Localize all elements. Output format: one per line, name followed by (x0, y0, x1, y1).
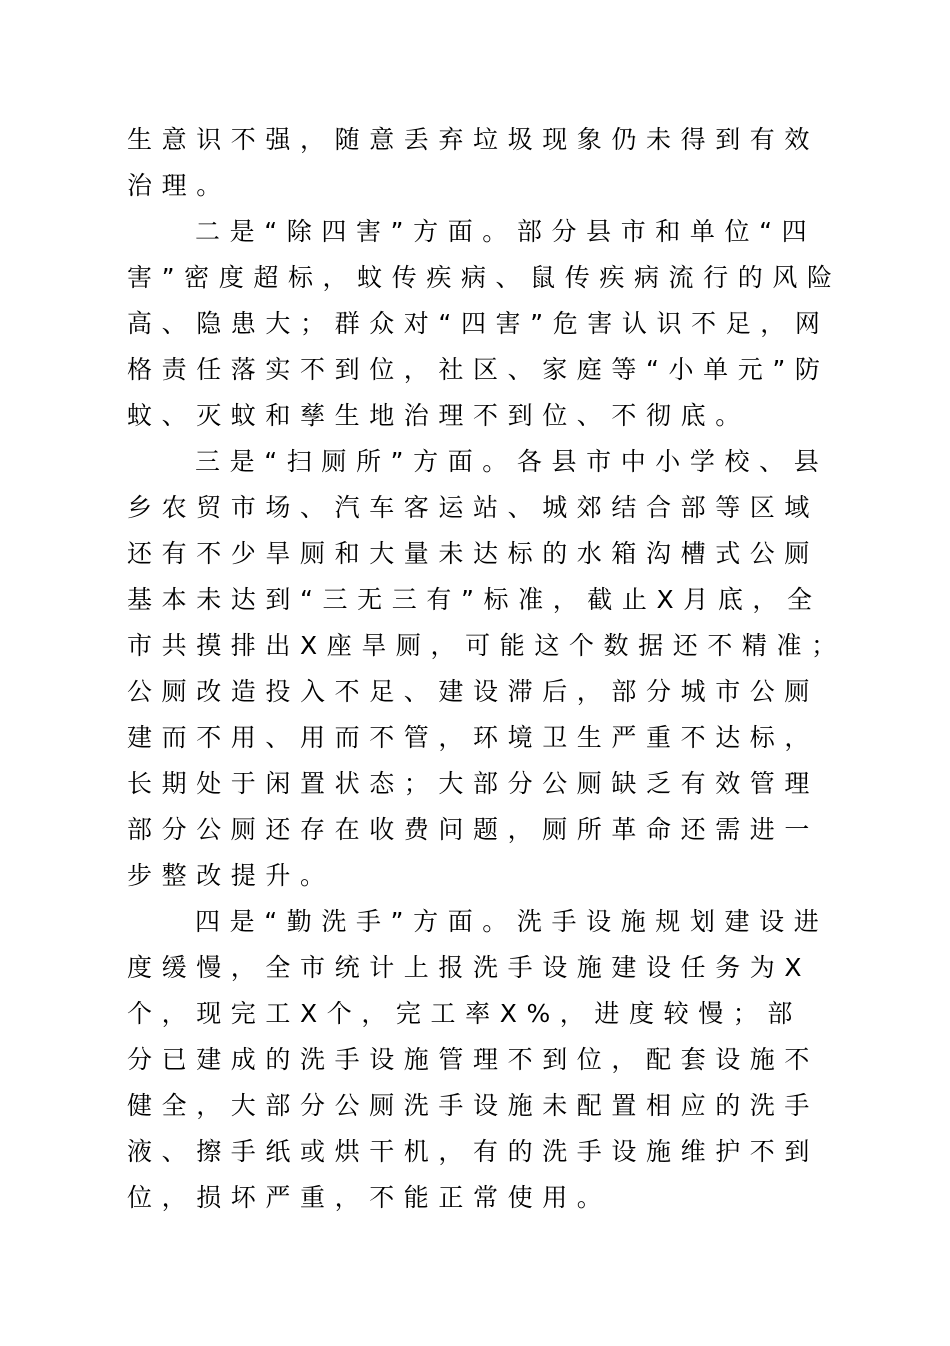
text-line: 位，损坏严重，不能正常使用。 (127, 1183, 612, 1212)
paragraph-start-line: 四是“勤洗手”方面。洗手设施规划建设进 (195, 907, 829, 936)
text-line: 个，现完工X个，完工率X%，进度较慢；部 (127, 999, 803, 1028)
text-line: 市共摸排出X座旱厕，可能这个数据还不精准； (127, 631, 846, 660)
text-line: 度缓慢，全市统计上报洗手设施建设任务为X (127, 953, 812, 982)
text-line: 长期处于闲置状态；大部分公厕缺乏有效管理 (127, 769, 820, 798)
paragraph-start-line: 三是“扫厕所”方面。各县市中小学校、县 (195, 447, 829, 476)
text-line: 蚊、灭蚊和孳生地治理不到位、不彻底。 (127, 401, 750, 430)
paragraph-start-line: 二是“除四害”方面。部分县市和单位“四 (195, 217, 817, 246)
text-line: 生意识不强，随意丢弃垃圾现象仍未得到有效 (127, 125, 820, 154)
text-line: 高、隐患大；群众对“四害”危害认识不足，网 (127, 309, 830, 338)
text-line: 建而不用、用而不管，环境卫生严重不达标， (127, 723, 820, 752)
text-line: 基本未达到“三无三有”标准，截止X月底，全 (127, 585, 822, 614)
text-line: 健全，大部分公厕洗手设施未配置相应的洗手 (127, 1091, 820, 1120)
text-line: 格责任落实不到位，社区、家庭等“小单元”防 (127, 355, 830, 384)
text-line: 害”密度超标，蚊传疾病、鼠传疾病流行的风险 (127, 263, 842, 292)
text-line: 乡农贸市场、汽车客运站、城郊结合部等区域 (127, 493, 820, 522)
text-line: 公厕改造投入不足、建设滞后，部分城市公厕 (127, 677, 820, 706)
text-line: 液、擦手纸或烘干机，有的洗手设施维护不到 (127, 1137, 820, 1166)
text-line: 部分公厕还存在收费问题，厕所革命还需进一 (127, 815, 820, 844)
text-line: 分已建成的洗手设施管理不到位，配套设施不 (127, 1045, 820, 1074)
body-text (127, 117, 867, 1221)
text-line: 治理。 (127, 171, 231, 200)
text-line: 还有不少旱厕和大量未达标的水箱沟槽式公厕 (127, 539, 820, 568)
text-line: 步整改提升。 (127, 861, 335, 890)
